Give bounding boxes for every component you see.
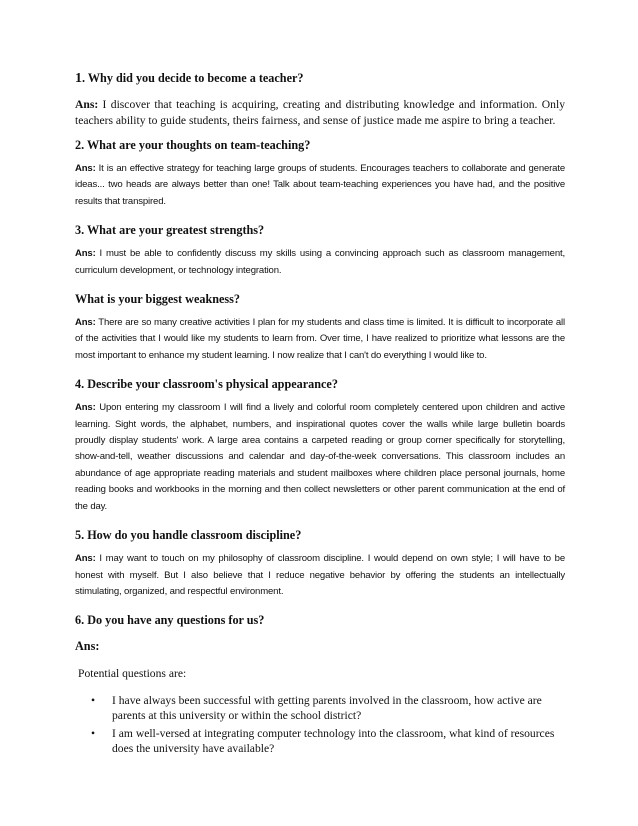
list-item: [75, 727, 565, 756]
question-1-text: . Why did you decide to become a teacher?: [82, 71, 304, 85]
answer-2-text: It is an effective strategy for teaching large groups of students. Encourages teachers to collaborate and generate ideas... two heads are always better than one! Talk about team-teaching experiences you have had, and the positive results that transpired.: [75, 163, 565, 207]
question-1-title: [75, 70, 565, 87]
answer-6-label: Ans:: [75, 639, 100, 654]
answer-4-text: Upon entering my classroom I will find a lively and colorful room completely centered upon children and active learning. Sight words, the alphabet, numbers, and inspirational quotes cover the walls while large bulletin boards proudly display students' work. A large area contains a carpeted reading or group corner specifically for storytelling, show-and-tell, weather discussions and calendar and day-of-the-week conversations. This classroom includes an abundance of age appropriate reading materials and student mailboxes where children place personal journals, home reading books and workbooks in the morning and then collect newsletters or other parent communication at the end of the day.: [75, 402, 565, 512]
question-weakness-title: What is your biggest weakness?: [75, 292, 241, 307]
question-6-title: 6. Do you have any questions for us?: [75, 613, 265, 628]
bullet-icon: •: [91, 694, 96, 708]
list-item: [75, 694, 565, 723]
question-1-number: 1: [75, 71, 82, 86]
answer-3-text: I must be able to confidently discuss my skills using a convincing approach such as classroom management, curriculum development, or technology integration.: [75, 248, 565, 276]
answer-5: [75, 551, 565, 600]
list-item-text: I have always been successful with getting parents involved in the classroom, how active are parents at this university or within the school district?: [112, 694, 542, 722]
question-3-title: 3. What are your greatest strengths?: [75, 223, 265, 238]
answer-weakness-label: Ans:: [75, 317, 96, 329]
answer-5-label: Ans:: [75, 553, 96, 565]
document-page: [75, 70, 565, 760]
answer-4-label: Ans:: [75, 402, 96, 414]
answer-5-text: I may want to touch on my philosophy of classroom discipline. I would depend on own style; I will have to be honest with myself. But I also believe that I reduce negative behavior by offering the students an intellectually stimulating, organized, and respectful environment.: [75, 553, 565, 597]
potential-questions-heading: Potential questions are:: [78, 667, 187, 681]
answer-3: [75, 246, 565, 279]
answer-1: [75, 97, 565, 129]
list-item-text: I am well-versed at integrating computer technology into the classroom, what kind of resources does the university have available?: [112, 727, 555, 755]
answer-weakness-text: There are so many creative activities I plan for my students and class time is limited. It is difficult to incorporate all of the activities that I would like my students to learn from. Over time, I have realized to prioritize what lessons are the most important to enhance my student learning. I now realize that I can't do everything I would like to.: [75, 317, 565, 361]
potential-questions-list: [75, 694, 565, 756]
question-4-title: 4. Describe your classroom's physical appearance?: [75, 377, 338, 392]
answer-1-label: Ans:: [75, 98, 99, 111]
answer-2-label: Ans:: [75, 163, 96, 174]
bullet-icon: •: [91, 727, 96, 741]
answer-1-text: I discover that teaching is acquiring, creating and distributing knowledge and information. Only teachers ability to guide students, theirs fairness, and sense of justice made me aspire to bring a teacher.: [75, 98, 565, 127]
answer-2: [75, 161, 565, 210]
answer-4: [75, 400, 565, 515]
question-2-title: 2. What are your thoughts on team-teaching?: [75, 138, 311, 152]
question-5-title: 5. How do you handle classroom discipline?: [75, 528, 302, 543]
answer-3-label: Ans:: [75, 248, 96, 260]
answer-weakness: [75, 315, 565, 364]
